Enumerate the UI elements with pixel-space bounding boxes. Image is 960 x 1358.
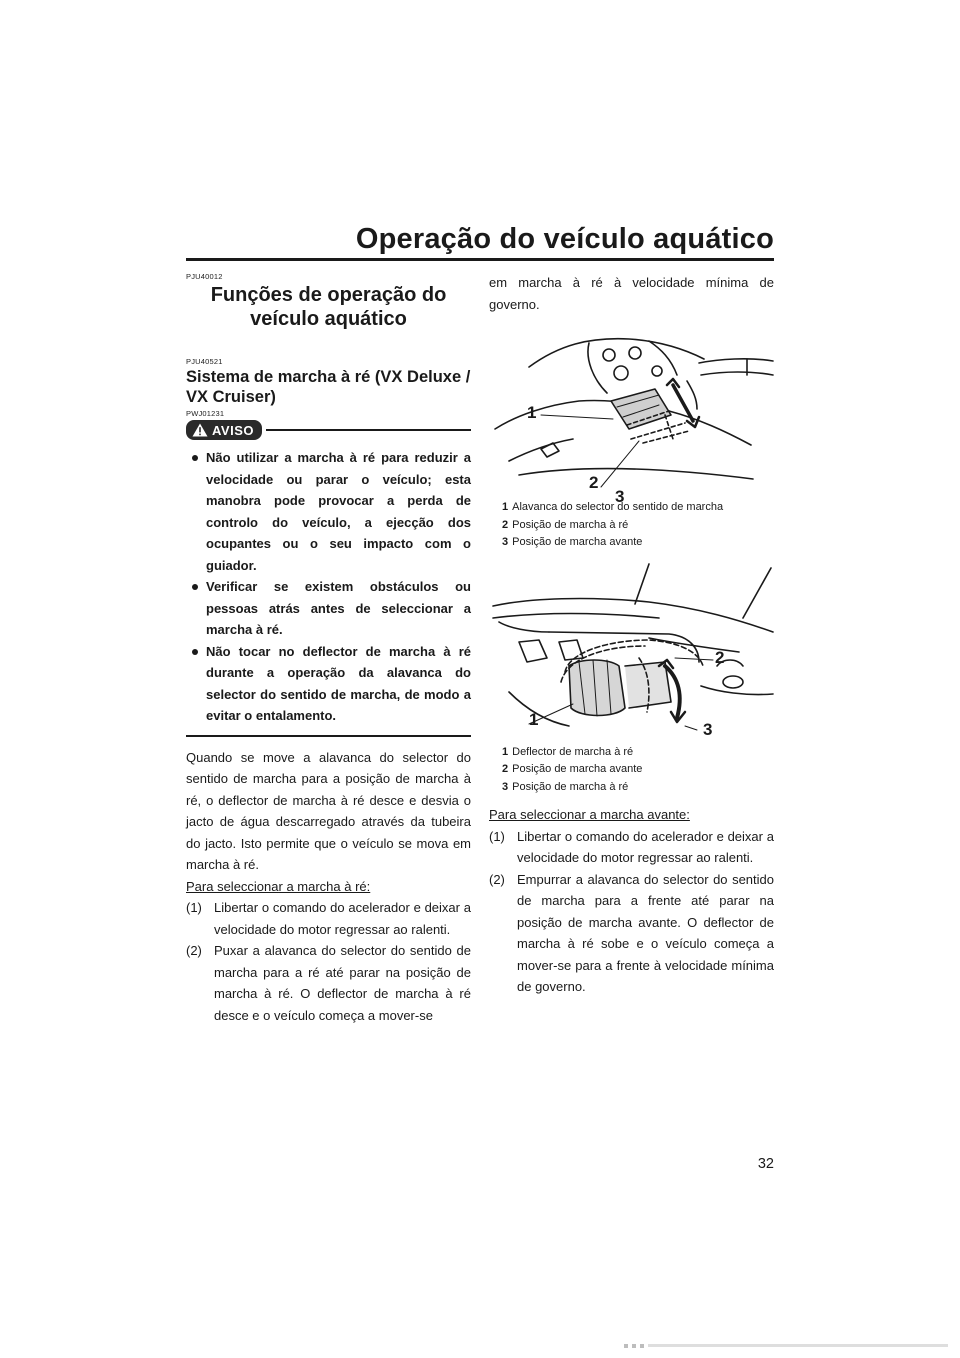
step-item: (1) Libertar o comando do acelerador e deixar a velocidade do motor regressar ao ralenti. xyxy=(186,900,471,937)
figure-label: 3 xyxy=(703,719,713,739)
figure-label: 1 xyxy=(529,709,539,729)
header-rule xyxy=(186,258,774,261)
subsection-title: Sistema de marcha à ré (VX Deluxe / VX Cruiser) xyxy=(186,368,471,406)
reverse-heading: Para seleccionar a marcha à ré: xyxy=(186,878,371,894)
bullet-icon xyxy=(192,584,198,590)
caption-item: 2 Posição de marcha à ré xyxy=(502,518,629,531)
figure-label: 1 xyxy=(527,403,537,422)
intro-paragraph: Quando se move a alavanca do selector do sentido de marcha para a posição de marcha à ré, o deflector de marcha à ré desce e desvia o jacto de água descarregado através da tubeira do jacto. Isto permite que o veículo se mova em marcha à ré. xyxy=(186,749,471,872)
caption-item: 1 Deflector de marcha à ré xyxy=(502,745,634,758)
page-header xyxy=(186,222,774,256)
warning-item: Não tocar no deflector de marcha à ré durante a operação da alavanca do selector do sentido de marcha, de modo a evitar o entalamento. xyxy=(186,641,471,727)
caption-item: 3 Posição de marcha à ré xyxy=(502,780,629,793)
reference-code: PJU40521 xyxy=(186,357,223,366)
warning-item: Não utilizar a marcha à ré para reduzir a velocidade ou parar o veículo; esta manobra pode provocar a perda de controlo do veículo, a ejecção dos ocupantes ou o seu impacto com o guiador. xyxy=(186,447,471,576)
figure-2-captions xyxy=(489,744,774,797)
figure-1-captions xyxy=(489,499,774,552)
page-title: Operação do veículo aquático xyxy=(355,223,774,255)
reference-code: PJU40012 xyxy=(186,272,223,281)
continuation-paragraph: em marcha à ré à velocidade mínima de governo. xyxy=(489,275,774,312)
forward-steps xyxy=(489,826,774,998)
caption-item: 1 Alavanca do selector do sentido de marcha xyxy=(502,501,724,513)
figure-reverse-deflector xyxy=(489,562,774,740)
step-item: (2) Puxar a alavanca do selector do sentido de marcha para a ré até parar na posição de marcha à ré. O deflector de marcha à ré desce e o veículo começa a mover-se xyxy=(186,943,471,1023)
notice-header xyxy=(186,420,471,440)
notice-badge xyxy=(186,420,262,440)
right-column xyxy=(489,272,774,998)
warning-triangle-icon xyxy=(192,423,208,437)
watermark-logo xyxy=(620,1336,952,1356)
caption-item: 2 Posição de marcha avante xyxy=(502,763,643,775)
section-title-line-1: Funções de operação do xyxy=(210,284,447,306)
step-item: (2) Empurrar a alavanca do selector do sentido de marcha para a frente até parar na posição de marcha avante. O deflector de marcha à ré sobe e o veículo começa a mover-se para a frente à velocidade mínima de governo. xyxy=(489,871,774,994)
reverse-steps xyxy=(186,897,471,1026)
warning-item: Verificar se existem obstáculos ou pessoas atrás antes de seleccionar a marcha à ré. xyxy=(186,576,471,641)
figure-label: 2 xyxy=(715,647,725,667)
step-item: (1) Libertar o comando do acelerador e deixar a velocidade do motor regressar ao ralenti. xyxy=(489,828,774,865)
caption-item: 3 Posição de marcha avante xyxy=(502,536,643,548)
figure-selector-lever xyxy=(489,319,774,506)
warning-list xyxy=(186,447,471,737)
bullet-icon xyxy=(192,649,198,655)
forward-heading: Para seleccionar a marcha avante: xyxy=(489,807,690,822)
section-title xyxy=(186,283,471,331)
reference-code: PWJ01231 xyxy=(186,409,225,418)
page-number: 32 xyxy=(757,1156,774,1172)
left-column xyxy=(186,272,471,1026)
figure-label: 3 xyxy=(615,487,625,506)
section-title-line-2: veículo aquático xyxy=(250,308,407,330)
notice-rule xyxy=(266,429,471,431)
figure-label: 2 xyxy=(589,473,599,492)
bullet-icon xyxy=(192,455,198,461)
notice-label: AVISO xyxy=(212,422,254,438)
